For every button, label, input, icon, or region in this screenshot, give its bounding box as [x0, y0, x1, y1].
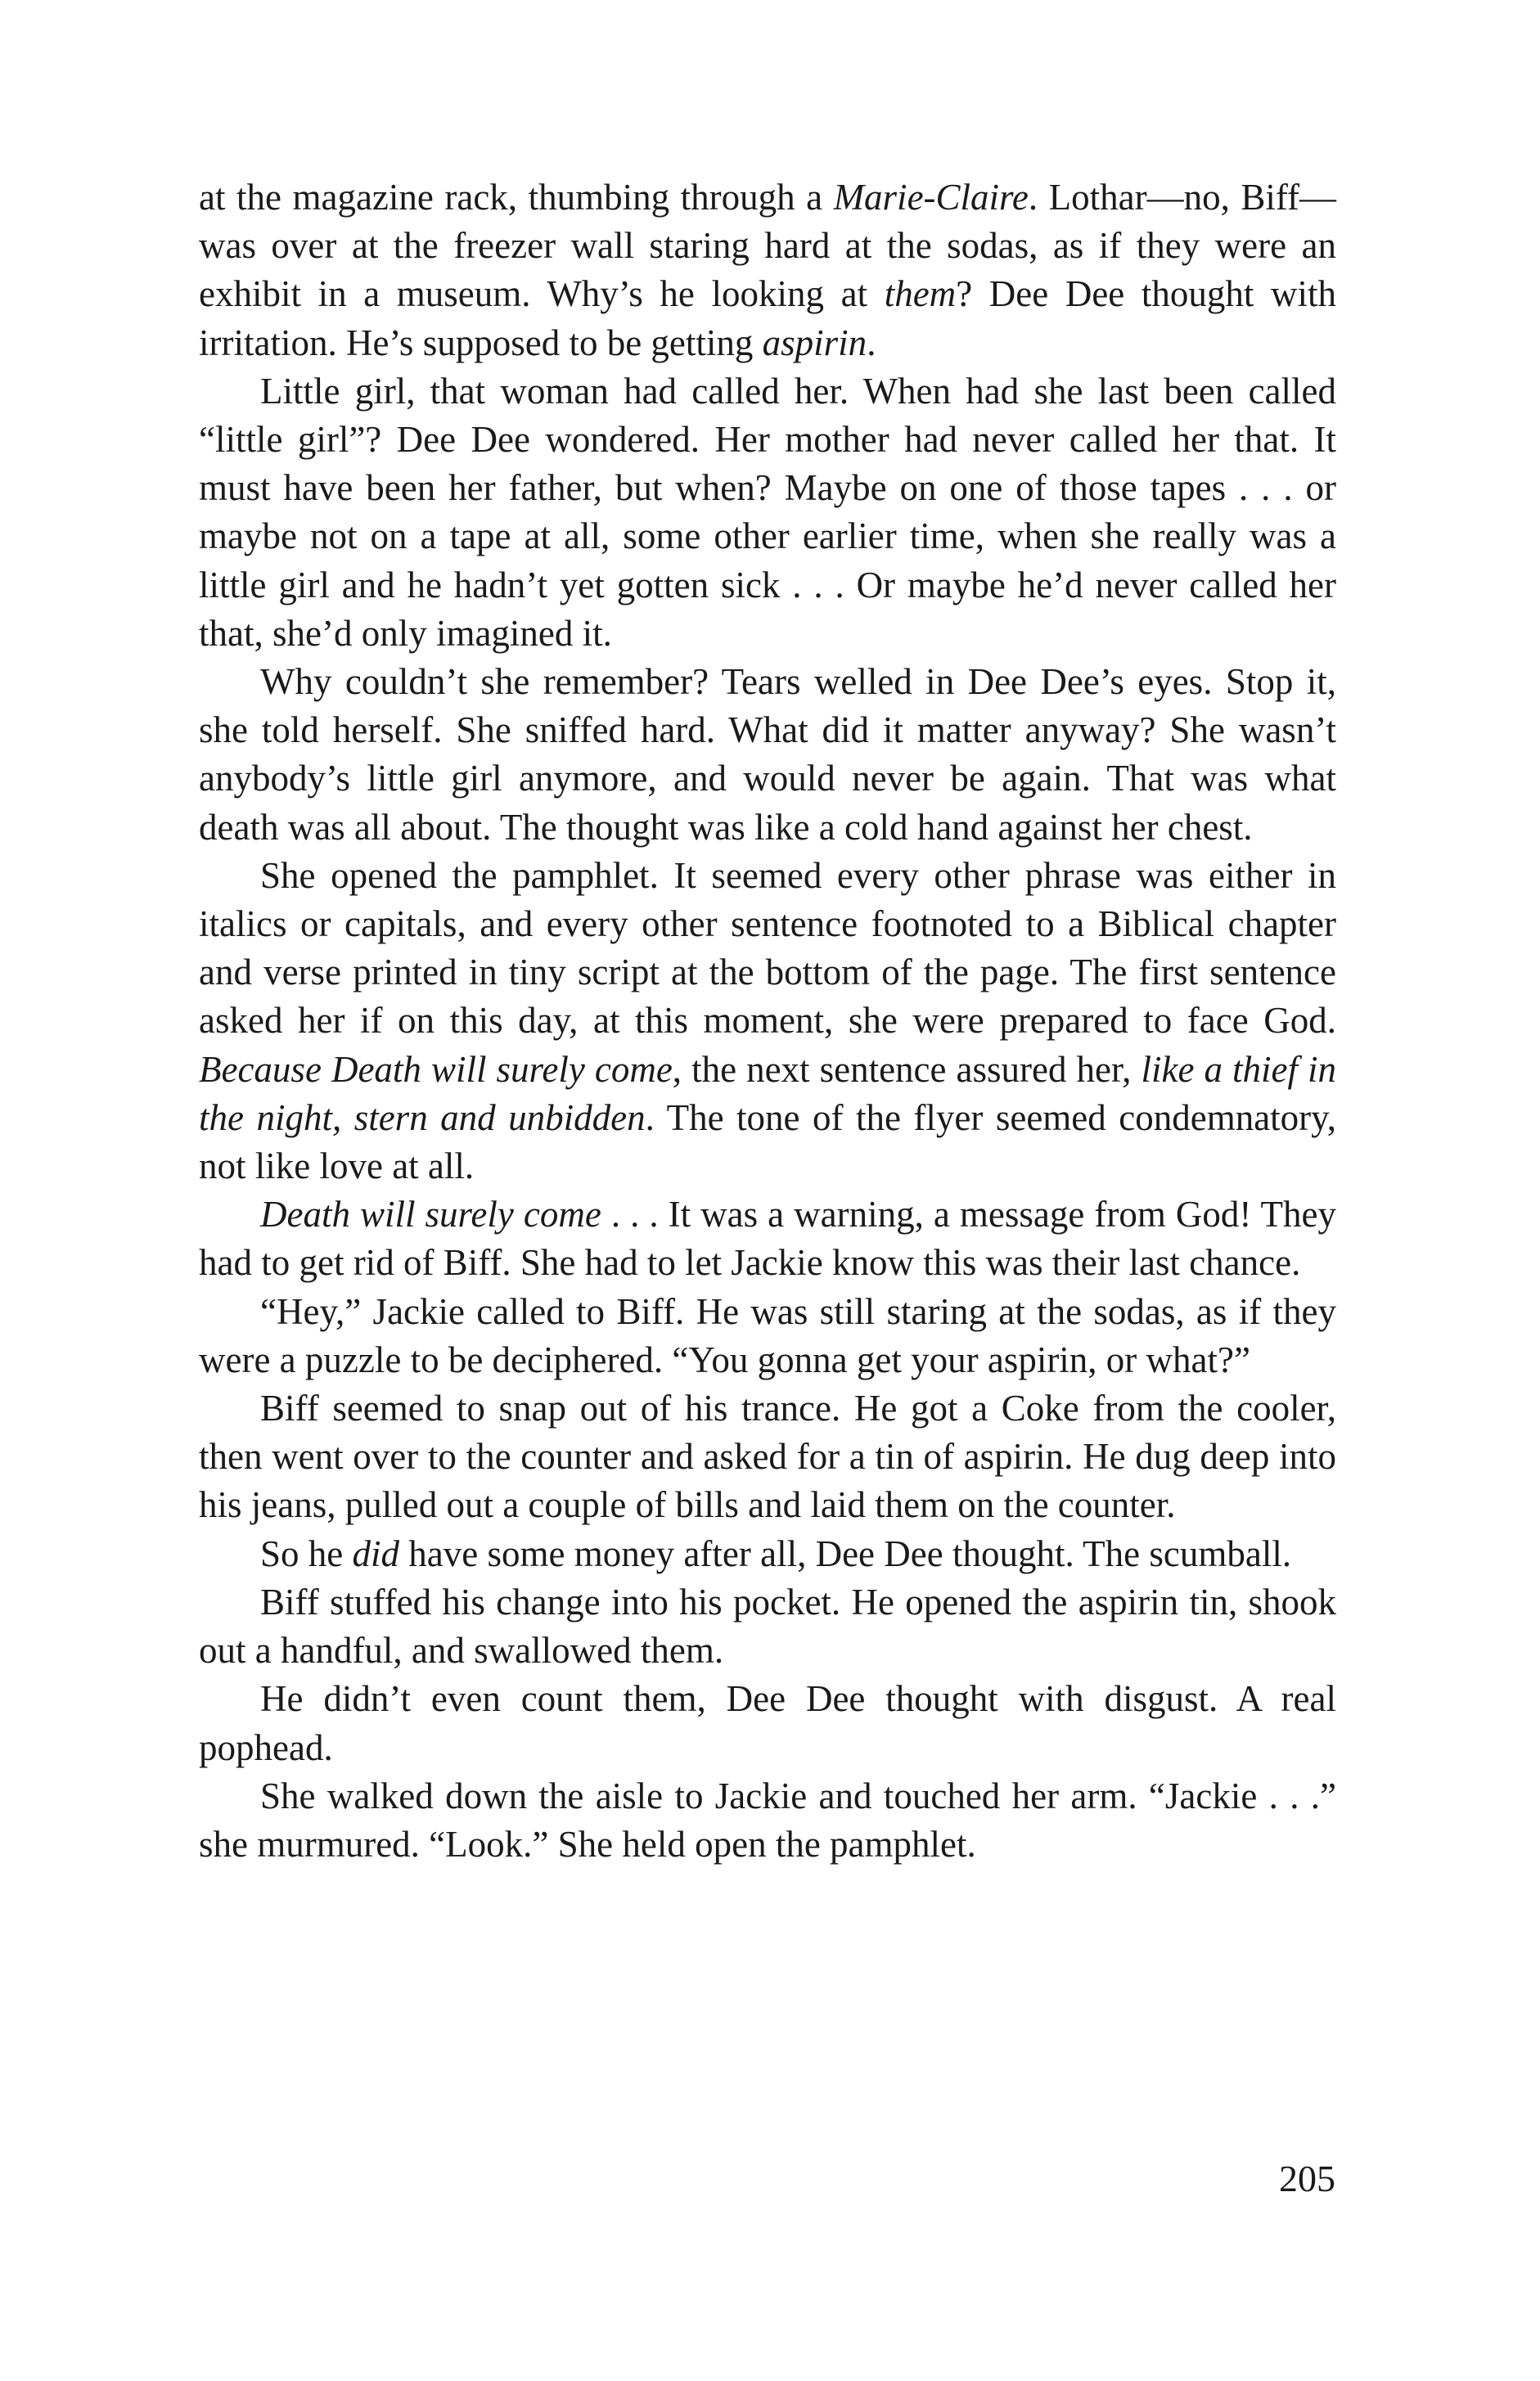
text-run: ? Dee Dee thought with irritation. He’s supposed to be getting	[199, 273, 1336, 363]
paragraph-7	[199, 1384, 1336, 1530]
italic-text: Because Death will surely come	[199, 1048, 673, 1090]
paragraph-4	[199, 852, 1336, 1190]
text-run: So he	[260, 1533, 353, 1574]
italic-text: them	[884, 273, 957, 315]
text-run: He didn’t even count them, Dee Dee thought with disgust. A real pophead.	[199, 1678, 1336, 1768]
italic-text: Death will surely come	[260, 1194, 601, 1236]
text-run: Why couldn’t she remember? Tears welled in Dee Dee’s eyes. Stop it, she told herself. She sniffed hard. What did it matter anyway? She wasn’t anybody’s little girl anymore, and would never be again. That was what death was all about. The thought was like a cold hand against her chest.	[199, 661, 1336, 848]
paragraph-8	[199, 1530, 1336, 1578]
text-run: .	[867, 322, 876, 363]
paragraph-6	[199, 1288, 1336, 1384]
text-run: She opened the pamphlet. It seemed every other phrase was either in italics or capitals, and every other sentence footnoted to a Biblical chapter and verse printed in tiny script at the bottom of the page. The first sentence asked her if on this day, at this moment, she were prepared to face God.	[199, 854, 1336, 1042]
text-run: Little girl, that woman had called her. When had she last been called “little girl”? Dee Dee wondered. Her mother had never called her that. It must have been her father, but when? Maybe on one of those tapes . . . or maybe not on a tape at all, some other earlier time, when she really was a little girl and he hadn’t yet gotten sick . . . Or maybe he’d never called her that, she’d only imagined it.	[199, 370, 1336, 654]
paragraph-11	[199, 1772, 1336, 1869]
text-run: Biff stuffed his change into his pocket. He opened the aspirin tin, shook out a handful, and swallowed them.	[199, 1581, 1336, 1672]
paragraph-9	[199, 1578, 1336, 1675]
text-run: , the next sentence assured her,	[672, 1048, 1141, 1090]
paragraph-5	[199, 1190, 1336, 1287]
paragraph-1	[199, 173, 1336, 367]
italic-text: did	[352, 1533, 400, 1574]
body-text	[199, 173, 1336, 1869]
paragraph-3	[199, 658, 1336, 852]
page-number: 205	[1279, 2158, 1335, 2199]
text-run: at the magazine rack, thumbing through a	[199, 177, 834, 218]
paragraph-2	[199, 367, 1336, 658]
paragraph-10	[199, 1675, 1336, 1771]
italic-text: Marie-Claire	[833, 177, 1029, 218]
text-run: . The tone of the flyer seemed condemnatory, not like love at all.	[199, 1096, 1336, 1187]
text-run: She walked down the aisle to Jackie and touched her arm. “Jackie . . .” she murmured. “Look.” She held open the pamphlet.	[199, 1775, 1336, 1865]
italic-text: like a thief in the night, stern and unbidden	[199, 1048, 1336, 1138]
text-run: Biff seemed to snap out of his trance. He got a Coke from the cooler, then went over to the counter and asked for a tin of aspirin. He dug deep into his jeans, pulled out a couple of bills and laid them on the counter.	[199, 1388, 1336, 1526]
text-run: have some money after all, Dee Dee thought. The scumball.	[399, 1533, 1292, 1574]
text-run: “Hey,” Jackie called to Biff. He was still staring at the sodas, as if they were a puzzle to be deciphered. “You gonna get your aspirin, or what?”	[199, 1290, 1336, 1380]
text-run: . . . It was a warning, a message from God! They had to get rid of Biff. She had to let Jackie know this was their last chance.	[199, 1194, 1336, 1284]
italic-text: aspirin	[762, 322, 867, 363]
text-run: . Lothar—no, Biff—was over at the freezer wall staring hard at the sodas, as if they were an exhibit in a museum. Why’s he looking at	[199, 177, 1337, 315]
